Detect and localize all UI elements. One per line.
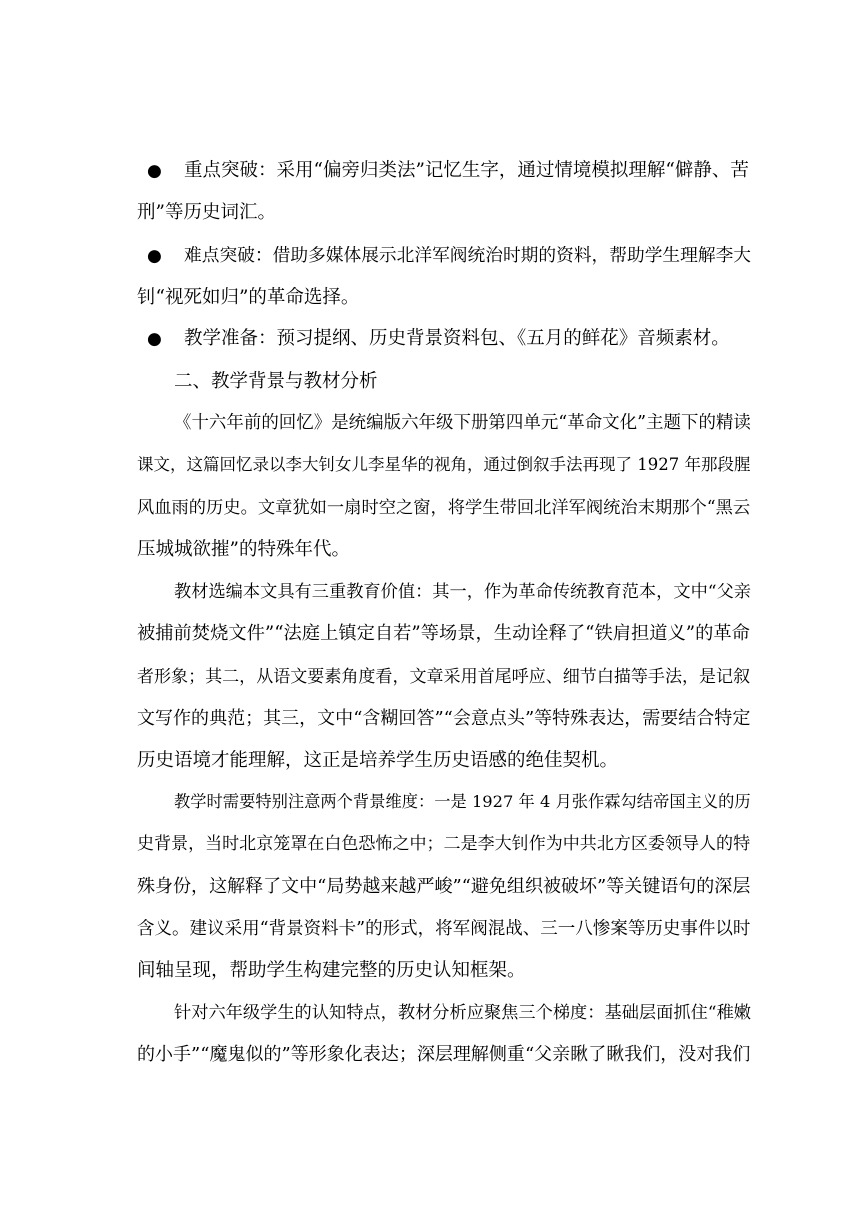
section-heading-text: 二、教学背景与教材分析 bbox=[174, 371, 378, 392]
paragraph-line: 课文，这篇回忆录以李大钊女儿李星华的视角，通过倒叙手法再现了 1927 年那段腥 bbox=[137, 455, 751, 475]
bullet-item-difficulties bbox=[137, 235, 757, 320]
paragraph-line: 教学时需要特别注意两个背景维度：一是 1927 年 4 月张作霖勾结帝国主义的历 bbox=[174, 792, 751, 811]
paragraph-line: 文写作的典范；其三，文中“含糊回答”“会意点头”等特殊表达，需要结合特定 bbox=[137, 707, 751, 729]
paragraph-intro bbox=[137, 402, 757, 571]
paragraph-line: 史背景，当时北京笼罩在白色恐怖之中；二是李大钊作为中共北方区委领导人的特 bbox=[137, 834, 751, 855]
bullet-marker: ● bbox=[147, 161, 162, 181]
bullet-text-line: 难点突破：借助多媒体展示北洋军阀统治时期的资料，帮助学生理解李大 bbox=[184, 246, 752, 266]
paragraph-line: 被捕前焚烧文件”“法庭上镇定自若”等场景，生动诠释了“铁肩担道义”的革命 bbox=[137, 623, 750, 645]
paragraph-line: 《十六年前的回忆》是统编版六年级下册第四单元“革命文化”主题下的精读 bbox=[174, 413, 751, 433]
paragraph-line: 历史语境才能理解，这正是培养学生历史语感的绝佳契机。 bbox=[137, 750, 619, 772]
bullet-marker: ● bbox=[147, 329, 162, 349]
paragraph-educational-value bbox=[137, 571, 757, 782]
paragraph-background-dimensions bbox=[137, 781, 757, 992]
paragraph-line: 风血雨的历史。文章犹如一扇时空之窗，将学生带回北洋军阀统治末期那个“黑云 bbox=[137, 497, 751, 518]
bullet-item-preparation bbox=[147, 318, 757, 360]
paragraph-line: 教材选编本文具有三重教育价值：其一，作为革命传统教育范本，文中“父亲 bbox=[174, 582, 752, 602]
paragraph-line: 针对六年级学生的认知特点，教材分析应聚焦三个梯度：基础层面抓住“稚嫩 bbox=[174, 1003, 752, 1023]
bullet-item-key-points bbox=[137, 150, 757, 235]
paragraph-line: 者形象；其二，从语文要素角度看，文章采用首尾呼应、细节白描等手法，是记叙 bbox=[137, 666, 751, 687]
bullet-text-line: 钊“视死如归”的革命选择。 bbox=[137, 287, 360, 309]
paragraph-cognitive-levels bbox=[137, 992, 757, 1077]
paragraph-line: 的小手”“魔鬼似的”等形象化表达；深层理解侧重“父亲瞅了瞅我们，没对我们 bbox=[137, 1044, 751, 1066]
bullet-text-line: 重点突破：采用“偏旁归类法”记忆生字，通过情境模拟理解“僻静、苦 bbox=[184, 160, 749, 181]
paragraph-line: 压城城欲摧”的特殊年代。 bbox=[137, 538, 350, 560]
section-heading bbox=[137, 361, 757, 403]
bullet-text-line: 刑”等历史词汇。 bbox=[137, 202, 276, 224]
bullet-marker: ● bbox=[147, 246, 162, 266]
paragraph-line: 殊身份，这解释了文中“局势越来越严峻”“避免组织被破坏”等关键语句的深层 bbox=[137, 875, 751, 897]
paragraph-line: 间轴呈现，帮助学生构建完整的历史认知框架。 bbox=[137, 960, 526, 982]
paragraph-line: 含义。建议采用“背景资料卡”的形式，将军阀混战、三一八惨案等历史事件以时 bbox=[137, 918, 751, 939]
bullet-text-line: 教学准备：预习提纲、历史背景资料包、《五月的鲜花》音频素材。 bbox=[184, 328, 730, 349]
